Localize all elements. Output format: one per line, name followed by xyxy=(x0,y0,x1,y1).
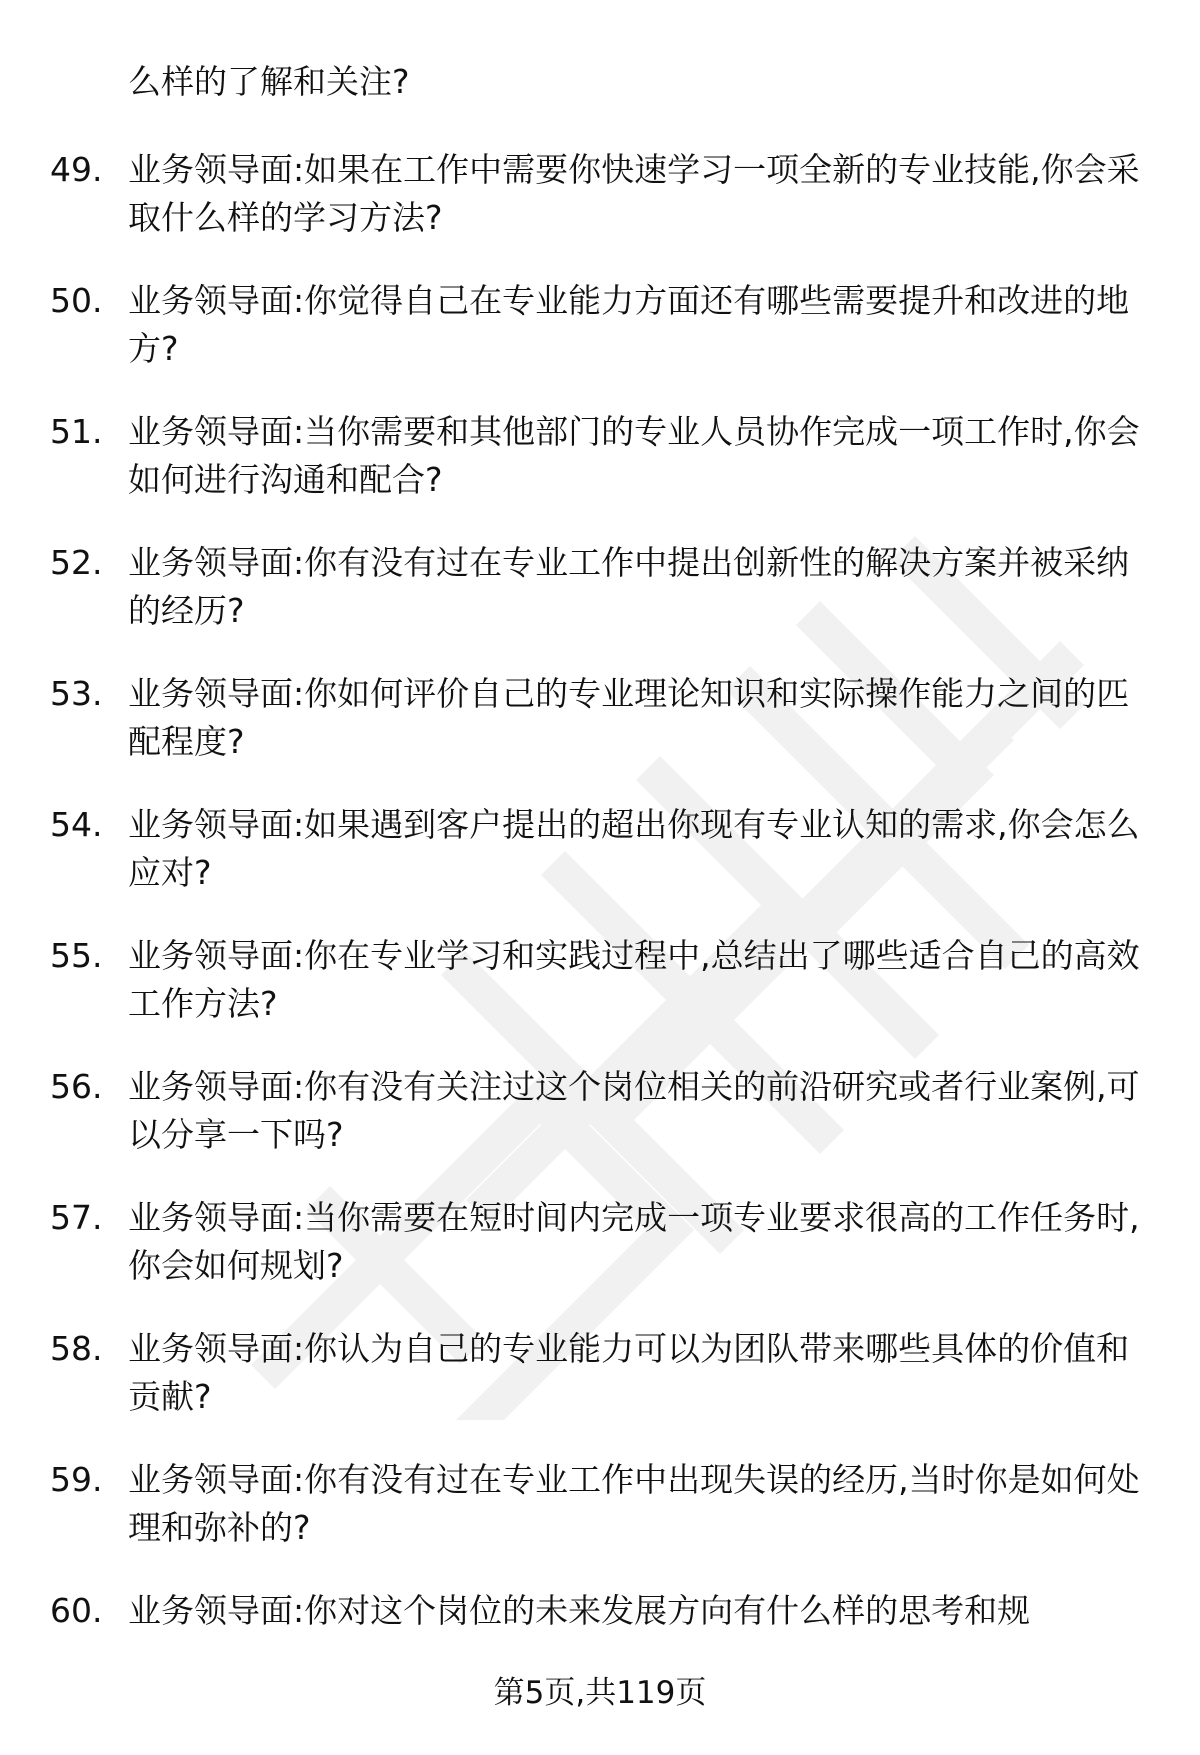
question-number: 55. xyxy=(50,936,103,975)
question-text: 业务领导面:你在专业学习和实践过程中,总结出了哪些适合自己的高效工作方法? xyxy=(128,936,1140,1023)
question-text: 业务领导面:如果遇到客户提出的超出你现有专业认知的需求,你会怎么应对? xyxy=(128,805,1140,892)
question-number: 52. xyxy=(50,543,103,582)
question-number: 59. xyxy=(50,1460,103,1499)
question-text: 业务领导面:你有没有过在专业工作中出现失误的经历,当时你是如何处理和弥补的? xyxy=(128,1460,1140,1547)
question-text: 业务领导面:你认为自己的专业能力可以为团队带来哪些具体的价值和贡献? xyxy=(128,1329,1130,1416)
question-item xyxy=(50,670,1140,801)
question-text: 业务领导面:你觉得自己在专业能力方面还有哪些需要提升和改进的地方? xyxy=(128,281,1130,368)
question-number: 56. xyxy=(50,1067,103,1106)
question-item xyxy=(50,1456,1140,1587)
question-text: 业务领导面:你如何评价自己的专业理论知识和实际操作能力之间的匹配程度? xyxy=(128,674,1130,761)
question-number: 51. xyxy=(50,412,103,451)
question-text: 业务领导面:如果在工作中需要你快速学习一项全新的专业技能,你会采取什么样的学习方法? xyxy=(128,150,1140,237)
question-number: 54. xyxy=(50,805,103,844)
previous-question-continuation: 么样的了解和关注? xyxy=(128,62,410,101)
question-item xyxy=(50,146,1140,277)
question-number: 58. xyxy=(50,1329,103,1368)
page-footer: 第5页,共119页 xyxy=(493,1675,707,1711)
question-item xyxy=(50,539,1140,670)
question-text: 业务领导面:你有没有关注过这个岗位相关的前沿研究或者行业案例,可以分享一下吗? xyxy=(128,1067,1140,1154)
question-item xyxy=(50,1325,1140,1456)
question-text: 业务领导面:你对这个岗位的未来发展方向有什么样的思考和规 xyxy=(128,1591,1031,1630)
question-number: 60. xyxy=(50,1591,103,1630)
interview-question-list xyxy=(50,146,1140,1718)
question-text: 业务领导面:当你需要在短时间内完成一项专业要求很高的工作任务时,你会如何规划? xyxy=(128,1198,1140,1285)
question-text: 业务领导面:你有没有过在专业工作中提出创新性的解决方案并被采纳的经历? xyxy=(128,543,1130,630)
question-item xyxy=(50,1063,1140,1194)
question-number: 57. xyxy=(50,1198,103,1237)
question-number: 53. xyxy=(50,674,103,713)
question-item xyxy=(50,932,1140,1063)
question-item xyxy=(50,277,1140,408)
question-number: 49. xyxy=(50,150,103,189)
question-number: 50. xyxy=(50,281,103,320)
question-item xyxy=(50,801,1140,932)
question-item xyxy=(50,408,1140,539)
question-text: 业务领导面:当你需要和其他部门的专业人员协作完成一项工作时,你会如何进行沟通和配合? xyxy=(128,412,1140,499)
question-item xyxy=(50,1194,1140,1325)
